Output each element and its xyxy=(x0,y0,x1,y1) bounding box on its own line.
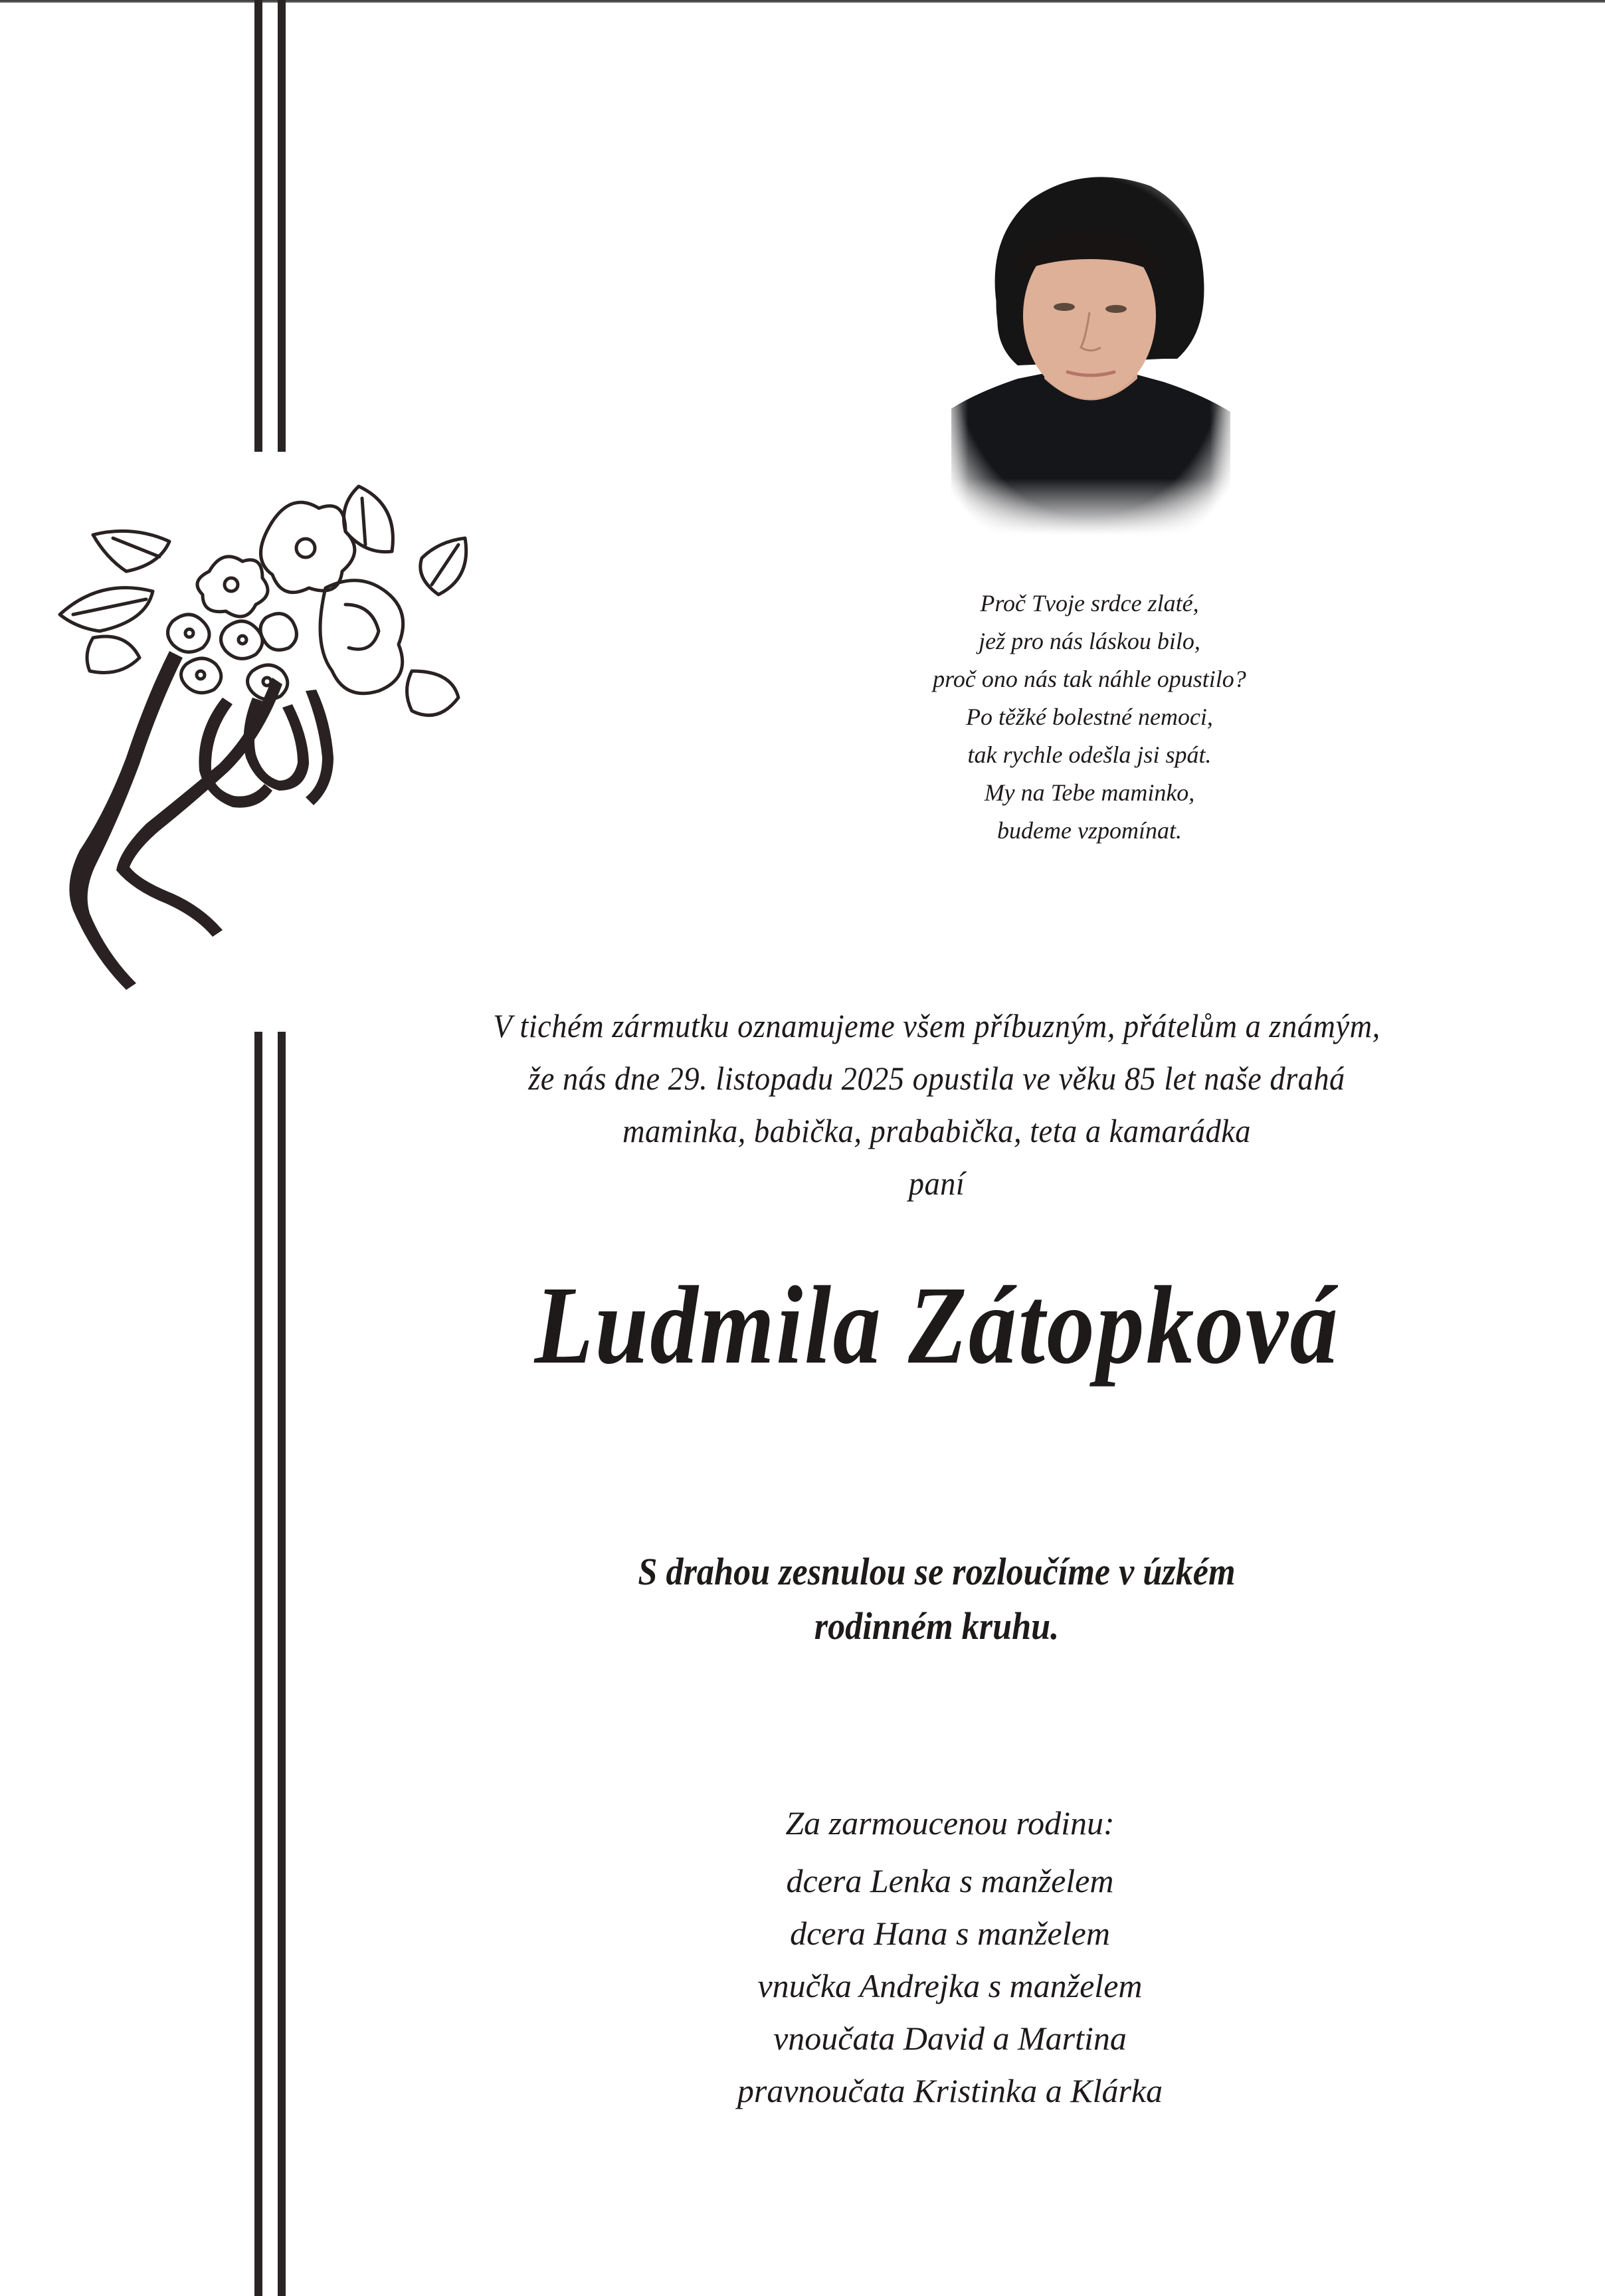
family-member: vnoučata David a Martina xyxy=(773,2020,1127,2057)
family-signature xyxy=(598,1794,1302,2117)
poem-line: proč ono nás tak náhle opustilo? xyxy=(933,666,1246,692)
family-member: pravnoučata Kristinka a Klárka xyxy=(737,2072,1163,2109)
family-lead: Za zarmoucenou rodinu: xyxy=(785,1804,1115,1842)
farewell-notice xyxy=(399,1545,1475,1654)
family-member: dcera Lenka s manželem xyxy=(786,1862,1114,1899)
memorial-poem xyxy=(857,585,1322,850)
announcement-line: V tichém zármutku oznamujeme všem příbuzným, přátelům a známým, xyxy=(493,1007,1380,1044)
vertical-bar-left-upper xyxy=(254,0,262,452)
vertical-bar-right-upper xyxy=(278,0,286,452)
announcement-line: maminka, babička, prababička, teta a kamarádka xyxy=(622,1112,1252,1149)
portrait-photo xyxy=(938,159,1240,535)
farewell-line: rodinném kruhu. xyxy=(814,1604,1060,1648)
family-member: vnučka Andrejka s manželem xyxy=(757,1967,1143,2004)
deceased-name-text: Ludmila Zátopková xyxy=(534,1264,1339,1387)
poem-line: My na Tebe maminko, xyxy=(984,779,1195,806)
announcement-line: paní xyxy=(908,1165,965,1202)
family-member: dcera Hana s manželem xyxy=(790,1915,1110,1952)
poem-line: budeme vzpomínat. xyxy=(997,817,1182,844)
death-announcement xyxy=(345,1000,1528,1210)
deceased-name xyxy=(332,1249,1541,1402)
announcement-line: že nás dne 29. listopadu 2025 opustila ve věku 85 let naše drahá xyxy=(528,1060,1345,1097)
top-border-line xyxy=(0,0,1605,3)
poem-line: Proč Tvoje srdce zlaté, xyxy=(980,590,1199,617)
poem-line: tak rychle odešla jsi spát. xyxy=(967,741,1212,768)
farewell-line: S drahou zesnulou se rozloučíme v úzkém xyxy=(638,1550,1236,1593)
poem-line: Po těžké bolestné nemoci, xyxy=(966,704,1213,730)
poem-line: jež pro nás láskou bilo, xyxy=(979,628,1200,654)
